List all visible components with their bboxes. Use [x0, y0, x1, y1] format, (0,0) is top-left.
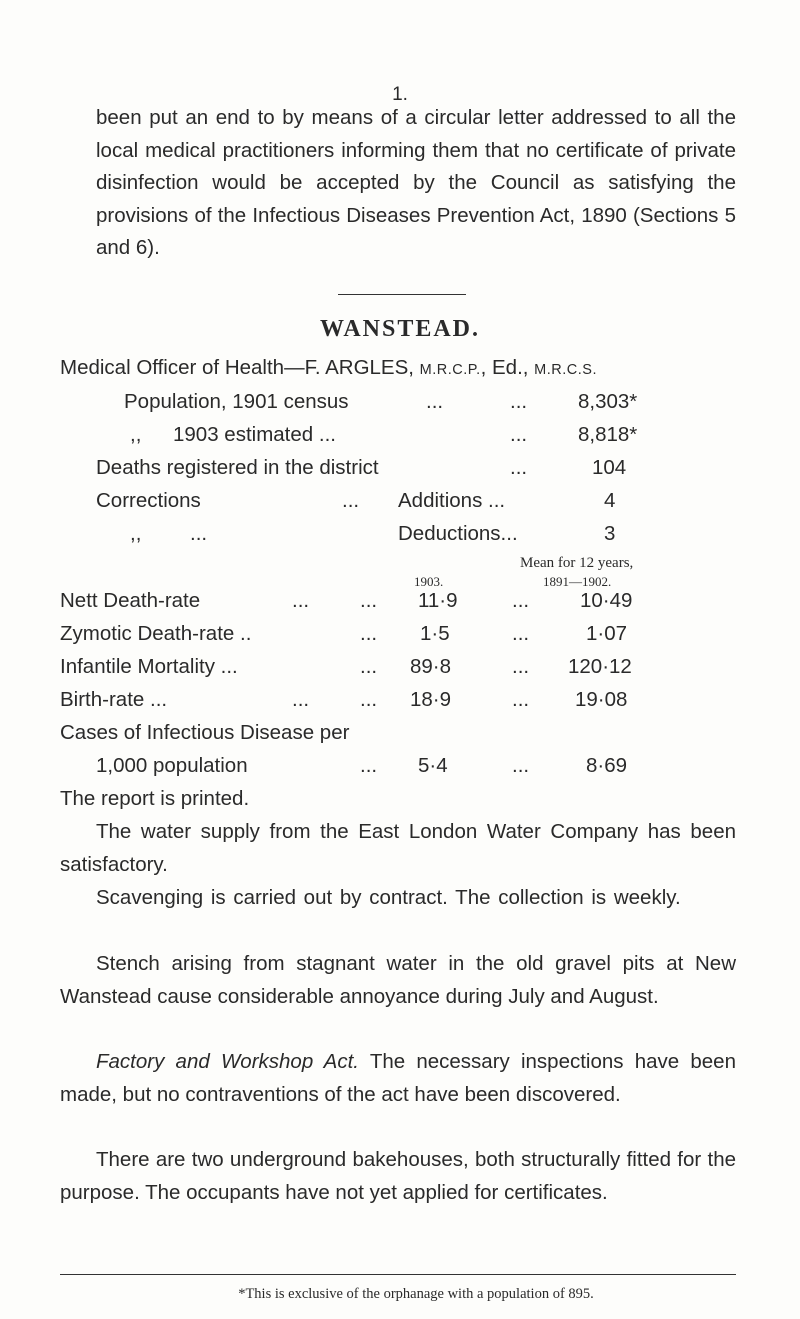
- additions-label: Additions ...: [398, 489, 506, 512]
- deaths-dots: ...: [510, 456, 528, 479]
- rates-col-1903: 1903.: [414, 574, 444, 589]
- cases-label-line2: 1,000 population: [96, 754, 248, 777]
- deductions-label: Deductions...: [398, 522, 518, 545]
- rate-row-value-1903: 11·9: [418, 589, 458, 612]
- pop1903-label: 1903 estimated ...: [173, 423, 336, 446]
- factory-act-title: Factory and Workshop Act.: [96, 1050, 359, 1073]
- rate-row-dots: ...: [360, 622, 378, 645]
- rate-row-dots: ...: [512, 688, 530, 711]
- factory-text: The necessary inspections have been made, but no contraventions of the act have been discovered.: [60, 1050, 736, 1106]
- section-divider: [338, 294, 466, 295]
- section-title: WANSTEAD.: [319, 316, 481, 342]
- rate-row-value-1903: 89·8: [410, 655, 452, 678]
- pop1901-value: 8,303*: [578, 390, 638, 413]
- rate-row-dots: ...: [292, 688, 310, 711]
- rate-row-dots: ...: [360, 688, 378, 711]
- rates-col-mean-line2: 1891—1902.: [543, 574, 612, 589]
- cases-value-1903: 5·4: [418, 754, 448, 777]
- bakehouses-paragraph: There are two underground bakehouses, both structurally fitted for the purpose. The occupants have not yet applied for certificates.: [60, 1148, 736, 1204]
- cases-dots: ...: [512, 754, 530, 777]
- rate-row-label: Nett Death-rate: [60, 589, 201, 612]
- footnote: *This is exclusive of the orphanage with a population of 895.: [238, 1286, 594, 1302]
- pop1901-label: Population, 1901 census: [124, 390, 349, 413]
- deaths-value: 104: [592, 456, 627, 479]
- rate-row-label: Infantile Mortality ...: [60, 655, 238, 678]
- page-number: 1.: [392, 84, 408, 105]
- moh-degree-2: M.R.C.S.: [534, 362, 597, 378]
- footnote-divider: [60, 1274, 736, 1275]
- rate-row-label: Birth-rate ...: [60, 688, 168, 711]
- cases-dots: ...: [360, 754, 378, 777]
- rate-row-value-mean: 1·07: [586, 622, 628, 645]
- cases-value-mean: 8·69: [586, 754, 628, 777]
- deductions-dots: ...: [190, 522, 208, 545]
- water-paragraph: The water supply from the East London Water Company has been satisfactory.: [60, 820, 736, 876]
- rate-row-dots: ...: [512, 655, 530, 678]
- pop1903-value: 8,818*: [578, 423, 638, 446]
- rate-row-label: Zymotic Death-rate ..: [60, 622, 252, 645]
- pop1903-ditto: ,,: [130, 423, 142, 446]
- rate-row-value-1903: 1·5: [420, 622, 450, 645]
- rate-row-dots: ...: [512, 622, 530, 645]
- factory-paragraph: [60, 1046, 736, 1111]
- deductions-ditto: ,,: [130, 522, 142, 545]
- rate-row-dots: ...: [360, 589, 378, 612]
- rate-row-dots: ...: [360, 655, 378, 678]
- pop1903-dots: ...: [510, 423, 528, 446]
- rate-row-value-mean: 19·08: [575, 688, 628, 711]
- rate-row-value-mean: 10·49: [580, 589, 633, 612]
- moh-prefix: Medical Officer of Health—F. ARGLES,: [60, 356, 420, 379]
- rate-row-value-1903: 18·9: [410, 688, 452, 711]
- deaths-label: Deaths registered in the district: [96, 456, 379, 479]
- deductions-value: 3: [604, 522, 616, 545]
- rates-col-mean-line1: Mean for 12 years,: [520, 555, 634, 571]
- rate-row-value-mean: 120·12: [568, 655, 632, 678]
- corrections-label: Corrections: [96, 489, 201, 512]
- scavenging-paragraph: Scavenging is carried out by contract. The collection is weekly.: [96, 886, 681, 909]
- intro-paragraph: been put an end to by means of a circular letter addressed to all the local medical practitioners informing them that no certificate of private disinfection would be accepted by the Council as satisfying the provisions of the Infectious Diseases Prevention Act, 1890 (Sections 5 and 6).: [96, 106, 736, 259]
- corrections-dots: ...: [342, 489, 360, 512]
- moh-degree-1: M.R.C.P.: [419, 362, 481, 378]
- rate-row-dots: ...: [512, 589, 530, 612]
- pop1901-dots-2: ...: [510, 390, 528, 413]
- pop1901-dots-1: ...: [426, 390, 444, 413]
- stench-paragraph: Stench arising from stagnant water in the old gravel pits at New Wanstead cause considerable annoyance during July and August.: [60, 952, 736, 1008]
- cases-label-line1: Cases of Infectious Disease per: [60, 721, 350, 744]
- medical-officer-line: [60, 356, 597, 380]
- moh-mid: , Ed.,: [480, 356, 535, 379]
- additions-value: 4: [604, 489, 616, 512]
- report-printed: The report is printed.: [60, 787, 250, 810]
- rate-row-dots: ...: [292, 589, 310, 612]
